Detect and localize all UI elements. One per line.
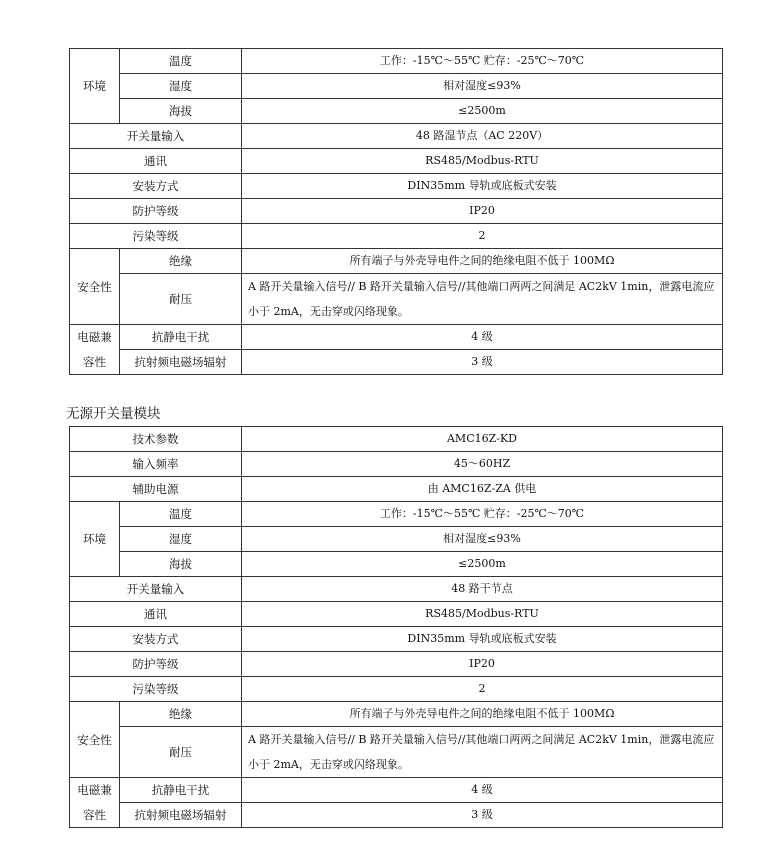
- esd-value: 4 级: [242, 778, 723, 803]
- withstand-label: 耐压: [120, 274, 242, 325]
- emc-label-bottom: 容性: [70, 350, 120, 375]
- withstand-label: 耐压: [120, 727, 242, 778]
- altitude-value: ≤2500m: [242, 552, 723, 577]
- humidity-label: 湿度: [120, 74, 242, 99]
- esd-label: 抗静电干扰: [120, 325, 242, 350]
- humidity-label: 湿度: [120, 527, 242, 552]
- protection-label: 防护等级: [70, 199, 242, 224]
- emc-label-top: 电磁兼: [70, 778, 120, 803]
- esd-label: 抗静电干扰: [120, 778, 242, 803]
- aux-value: 由 AMC16Z-ZA 供电: [242, 477, 723, 502]
- temp-label: 温度: [120, 49, 242, 74]
- humidity-value: 相对湿度≤93%: [242, 527, 723, 552]
- env-label: 环境: [70, 49, 120, 124]
- humidity-value: 相对湿度≤93%: [242, 74, 723, 99]
- withstand-value: A 路开关量输入信号// B 路开关量输入信号//其他端口两两之间满足 AC2kV 1min，泄露电流应小于 2mA，无击穿或闪络现象。: [242, 727, 723, 778]
- safety-label: 安全性: [70, 249, 120, 325]
- env-label: 环境: [70, 502, 120, 577]
- temp-value: 工作：-15℃～55℃ 贮存：-25℃～70℃: [242, 49, 723, 74]
- altitude-label: 海拔: [120, 99, 242, 124]
- install-label: 安装方式: [70, 174, 242, 199]
- freq-value: 45～60HZ: [242, 452, 723, 477]
- altitude-label: 海拔: [120, 552, 242, 577]
- rf-value: 3 级: [242, 350, 723, 375]
- altitude-value: ≤2500m: [242, 99, 723, 124]
- protection-label: 防护等级: [70, 652, 242, 677]
- freq-label: 输入频率: [70, 452, 242, 477]
- rf-value: 3 级: [242, 803, 723, 828]
- esd-value: 4 级: [242, 325, 723, 350]
- comm-value: RS485/Modbus-RTU: [242, 602, 723, 627]
- safety-label: 安全性: [70, 702, 120, 778]
- spec-table-dry-contact: [69, 426, 723, 828]
- protection-value: IP20: [242, 199, 723, 224]
- install-label: 安装方式: [70, 627, 242, 652]
- rf-label: 抗射频电磁场辐射: [120, 803, 242, 828]
- switch-input-value: 48 路干节点: [242, 577, 723, 602]
- switch-input-label: 开关量输入: [70, 577, 242, 602]
- protection-value: IP20: [242, 652, 723, 677]
- insulation-value: 所有端子与外壳导电件之间的绝缘电阻不低于 100MΩ: [242, 249, 723, 274]
- spec-table-wet-contact: [69, 48, 723, 375]
- pollution-value: 2: [242, 677, 723, 702]
- insulation-value: 所有端子与外壳导电件之间的绝缘电阻不低于 100MΩ: [242, 702, 723, 727]
- emc-label-top: 电磁兼: [70, 325, 120, 350]
- tech-label: 技术参数: [70, 427, 242, 452]
- comm-label: 通讯: [70, 149, 242, 174]
- temp-value: 工作：-15℃～55℃ 贮存：-25℃～70℃: [242, 502, 723, 527]
- tech-value: AMC16Z-KD: [242, 427, 723, 452]
- withstand-value: A 路开关量输入信号// B 路开关量输入信号//其他端口两两之间满足 AC2kV 1min，泄露电流应小于 2mA，无击穿或闪络现象。: [242, 274, 723, 325]
- pollution-label: 污染等级: [70, 677, 242, 702]
- section-title: 无源开关量模块: [66, 406, 161, 422]
- switch-input-value: 48 路湿节点（AC 220V）: [242, 124, 723, 149]
- insulation-label: 绝缘: [120, 702, 242, 727]
- pollution-label: 污染等级: [70, 224, 242, 249]
- aux-label: 辅助电源: [70, 477, 242, 502]
- switch-input-label: 开关量输入: [70, 124, 242, 149]
- comm-label: 通讯: [70, 602, 242, 627]
- pollution-value: 2: [242, 224, 723, 249]
- insulation-label: 绝缘: [120, 249, 242, 274]
- install-value: DIN35mm 导轨或底板式安装: [242, 627, 723, 652]
- emc-label-bottom: 容性: [70, 803, 120, 828]
- comm-value: RS485/Modbus-RTU: [242, 149, 723, 174]
- rf-label: 抗射频电磁场辐射: [120, 350, 242, 375]
- install-value: DIN35mm 导轨或底板式安装: [242, 174, 723, 199]
- temp-label: 温度: [120, 502, 242, 527]
